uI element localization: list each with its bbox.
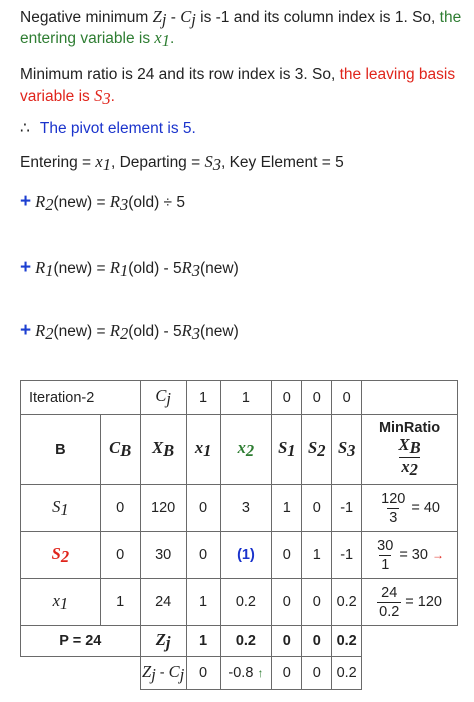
r-sub: 2	[119, 324, 129, 343]
x1-cell: 0	[186, 485, 220, 532]
summary-text: , Departing =	[110, 154, 205, 171]
op-text: (new) =	[53, 323, 110, 340]
op-text: (new)	[199, 260, 239, 277]
zj-value: 0.2	[332, 626, 362, 657]
cj-symbol: C	[180, 7, 192, 26]
xb-cell: 24	[140, 579, 186, 626]
cj-value: 0	[302, 381, 332, 415]
s-sub: 3	[212, 155, 221, 174]
col-header-s3: $S_3$	[332, 415, 362, 485]
s3-cell: -1	[332, 485, 362, 532]
zj-value: 0.2	[220, 626, 272, 657]
pivot-cell: (1)	[220, 532, 272, 579]
zj-cj-label: $Z_j - C_j$	[140, 657, 186, 690]
zj-value: 0	[272, 626, 302, 657]
r-sub: 3	[191, 261, 200, 280]
xb-cell: 30	[140, 532, 186, 579]
s-symbol: S	[204, 152, 213, 171]
s2-cell: 0	[302, 579, 332, 626]
plus-icon: +	[20, 320, 32, 341]
cb-cell: 0	[100, 485, 140, 532]
intro-text: Negative minimum	[20, 9, 153, 26]
intro-line-3	[20, 64, 455, 85]
up-arrow-icon: ↑	[257, 666, 264, 680]
pivot-line	[20, 118, 196, 139]
ratio-cell: $\frac{120}{3}$ = 40	[362, 485, 458, 532]
r-symbol: R	[109, 192, 120, 211]
x2-cell: 3	[220, 485, 272, 532]
intro-text: is -1 and its column index is 1. So,	[195, 9, 440, 26]
right-arrow-icon: →	[431, 548, 444, 562]
op-text: (old) - 5	[128, 323, 182, 340]
basis-cell: $x_1$	[21, 579, 101, 626]
summary-text: Entering =	[20, 154, 96, 171]
x-sub: 1	[102, 155, 111, 174]
header-row	[21, 415, 458, 485]
cj-row	[21, 381, 458, 415]
s1-cell: 0	[272, 532, 302, 579]
period: .	[110, 88, 115, 105]
r-sub: 2	[45, 195, 54, 214]
s-sub: 3	[102, 89, 111, 108]
op-text: (old) ÷ 5	[128, 194, 185, 211]
basis-cell: $S_1$	[21, 485, 101, 532]
cj-header: $C_j$	[140, 381, 186, 415]
pivot-text: The pivot element is 5.	[39, 120, 196, 137]
r-symbol: R	[181, 321, 192, 340]
x-symbol: x	[154, 28, 162, 47]
empty-cell	[362, 626, 458, 657]
zj-sub: j	[161, 10, 167, 29]
cj-value: 1	[186, 381, 220, 415]
op-text: (new) =	[53, 194, 110, 211]
s-symbol: S	[94, 86, 103, 105]
row-op-3	[20, 320, 239, 344]
zj-cj-row	[21, 657, 458, 690]
r-symbol: R	[35, 258, 46, 277]
table-row	[21, 579, 458, 626]
basis-cell: $S_2$	[21, 532, 101, 579]
intro-line-2	[20, 27, 174, 51]
op-text: (new) =	[53, 260, 110, 277]
s2-cell: 0	[302, 485, 332, 532]
iteration-label: Iteration-2	[21, 381, 141, 415]
x1-cell: 0	[186, 532, 220, 579]
empty-cell	[362, 657, 458, 690]
s1-cell: 1	[272, 485, 302, 532]
r-symbol: R	[181, 258, 192, 277]
therefore-symbol: ∴	[20, 120, 30, 137]
col-header-s1: $S_1$	[272, 415, 302, 485]
zj-cj-value: 0	[272, 657, 302, 690]
r-symbol: R	[109, 321, 120, 340]
p-value: P = 24	[21, 626, 141, 657]
minratio-fraction: $\frac{X_B}{x_2}$	[398, 435, 421, 479]
r-symbol: R	[35, 321, 46, 340]
col-header-cb: $C_B$	[100, 415, 140, 485]
zj-value: 1	[186, 626, 220, 657]
x-sub: 1	[161, 31, 170, 50]
r-sub: 3	[191, 324, 200, 343]
empty-cell	[362, 381, 458, 415]
s1-cell: 0	[272, 579, 302, 626]
cb-cell: 0	[100, 532, 140, 579]
xb-cell: 120	[140, 485, 186, 532]
zj-label: $Z_j$	[140, 626, 186, 657]
col-header-minratio	[362, 415, 458, 485]
cb-cell: 1	[100, 579, 140, 626]
col-header-x1: $x_1$	[186, 415, 220, 485]
zj-cj-value: 0	[186, 657, 220, 690]
minratio-label: MinRatio	[378, 420, 441, 436]
x2-cell: 0.2	[220, 579, 272, 626]
leaving-highlight: the leaving basis	[339, 66, 456, 83]
ratio-cell: $\frac{24}{0.2}$ = 120	[362, 579, 458, 626]
s3-cell: -1	[332, 532, 362, 579]
dash: -	[166, 9, 181, 26]
zj-row	[21, 626, 458, 657]
x1-cell: 1	[186, 579, 220, 626]
col-header-xb: $X_B$	[140, 415, 186, 485]
summary-text: , Key Element = 5	[220, 154, 344, 171]
x-symbol: x	[95, 152, 103, 171]
empty-cell	[21, 657, 141, 690]
zj-cj-value: -0.8 ↑	[220, 657, 272, 690]
simplex-table	[20, 380, 458, 690]
r-symbol: R	[35, 192, 46, 211]
col-header-b: B	[21, 415, 101, 485]
s3-cell: 0.2	[332, 579, 362, 626]
col-header-x2: $x_2$	[220, 415, 272, 485]
entering-highlight: the	[439, 9, 462, 26]
ratio-cell: $\frac{30}{1}$ = 30 →	[362, 532, 458, 579]
cj-value: 0	[332, 381, 362, 415]
plus-icon: +	[20, 257, 32, 278]
zj-cj-value: 0.2	[332, 657, 362, 690]
intro-line-4	[20, 85, 115, 109]
plus-icon: +	[20, 191, 32, 212]
table-row	[21, 485, 458, 532]
s2-cell: 1	[302, 532, 332, 579]
cj-value: 0	[272, 381, 302, 415]
row-op-1	[20, 191, 185, 215]
leaving-text: variable is	[20, 88, 95, 105]
r-sub: 1	[119, 261, 129, 280]
zj-symbol: Z	[152, 7, 162, 26]
cj-sub: j	[191, 10, 196, 29]
summary-line	[20, 151, 344, 175]
ratio-text: Minimum ratio is 24 and its row index is 3. So,	[20, 66, 340, 83]
period: .	[170, 30, 175, 47]
r-sub: 2	[45, 324, 54, 343]
zj-cj-value: 0	[302, 657, 332, 690]
cj-value: 1	[220, 381, 272, 415]
r-symbol: R	[109, 258, 120, 277]
op-text: (new)	[199, 323, 239, 340]
row-op-2	[20, 257, 239, 281]
entering-text: entering variable is	[20, 30, 155, 47]
r-sub: 3	[119, 195, 129, 214]
table-row-leaving	[21, 532, 458, 579]
op-text: (old) - 5	[128, 260, 182, 277]
zj-value: 0	[302, 626, 332, 657]
r-sub: 1	[45, 261, 54, 280]
col-header-s2: $S_2$	[302, 415, 332, 485]
